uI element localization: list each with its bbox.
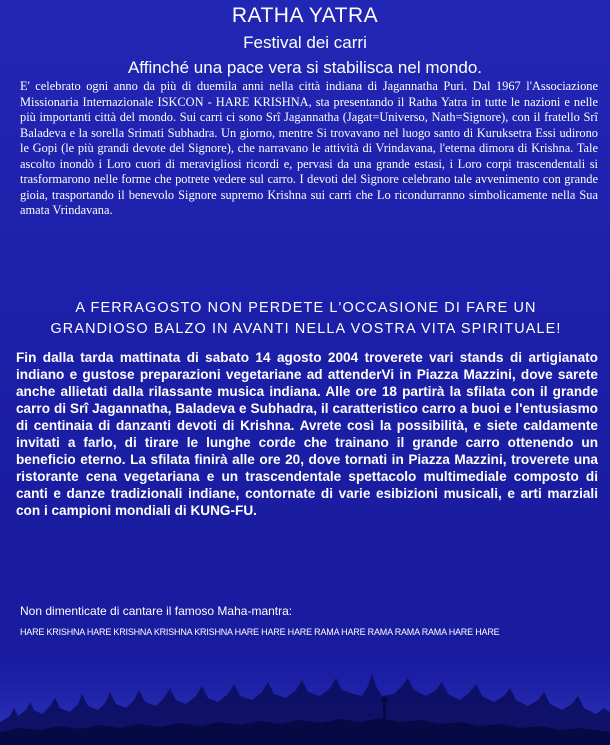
crowd-silhouette-image [0, 650, 610, 745]
maha-mantra: HARE KRISHNA HARE KRISHNA KRISHNA KRISHNA HARE HARE HARE RAMA HARE RAMA RAMA RAMA HARE HARE [20, 627, 500, 637]
tagline: Affinché una pace vera si stabilisca nel mondo. [127, 58, 483, 77]
intro-paragraph: E' celebrato ogni anno da più di duemila anni nella città indiana di Jagannatha Puri. Dal 1967 l'Associazione Missionaria Internazionale ISKCON - HARE KRISHNA, sta presentando il Ratha Yatra in tutte le nazioni e nelle più importanti città del mondo. Sui carri ci sono Srî Jagannatha (Jagat=Universo, Nath=Signore), con il fratello Srî Baladeva e la sorella Srimati Subhadra. Un giorno, mentre Si trovavano nel luogo santo di Kuruksetra Essi udirono le Gopi (le più grandi devote del Signore), che narravano le attività di Vrindavana, l'eterna dimora di Krishna. Tale ascolto inondò i Loro cuori di meravigliosi ricordi e, pervasi da una grande estasi, i Loro corpi trascendentali si trasformarono nelle forme che potrete vedere sul carro. I devoti del Signore celebrano tale avvenimento con grande gioia, trasportando il benevolo Signore supremo Krishna sui carri che Lo ricondurranno simbolicamente nella Sua amata Vrindavana. [20, 79, 598, 217]
callout-line-2: GRANDIOSO BALZO IN AVANTI NELLA VOSTRA VITA SPIRITUALE! [50, 321, 562, 337]
mantra-intro: Non dimenticate di cantare il famoso Maha-mantra: [20, 604, 293, 618]
callout-banner [6, 298, 606, 340]
callout-line-1: A FERRAGOSTO NON PERDETE L'OCCASIONE DI FARE UN [75, 300, 537, 316]
page-title: RATHA YATRA [231, 4, 379, 27]
event-details-paragraph: Fin dalla tarda mattinata di sabato 14 agosto 2004 troverete vari stands di artigianato indiano e gustose preparazioni vegetariane ad attenderVi in Piazza Mazzini, dove sarete anche allietati dalla rilassante musica indiana. Alle ore 18 partirà la sfilata con il grande carro di Srî Jagannatha, Baladeva e Subhadra, il caratteristico carro a buoi e l'entusiasmo di centinaia di danzanti devoti di Krishna. Avrete così la possibilità, e siete caldamente invitati a farlo, di tirare le lunghe corde che trainano il grande carro ottenendo un beneficio eterno. La sfilata finirà alle ore 20, dove tornati in Piazza Mazzini, troverete una ristorante cena vegetariana e un trascendentale spettacolo multimediale composto di canti e danze tradizionali indiane, contornate di varie esibizioni musicali, e arti marziali con i campioni mondiali di KUNG-FU. [16, 350, 598, 518]
page-subtitle: Festival dei carri [243, 33, 367, 52]
